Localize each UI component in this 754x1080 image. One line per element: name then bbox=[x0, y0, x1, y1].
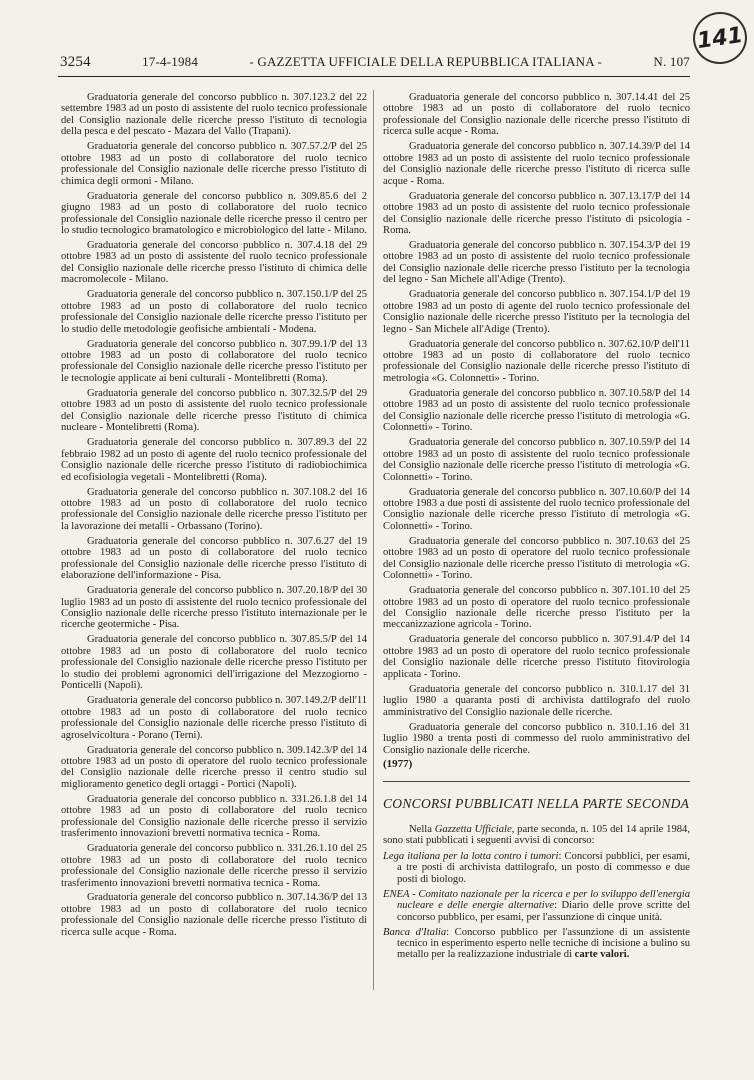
graduatoria-entry: Graduatoria generale del concorso pubblico n. 307.10.58/P del 14 ottobre 1983 ad un posto di assistente del ruolo tecnico professionale del Consiglio nazionale delle ricerche presso l'istituto di metrologia «G. Colonnetti» - Torino. bbox=[383, 387, 690, 434]
notice-organization: Banca d'Italia bbox=[383, 926, 447, 938]
graduatoria-entry: Graduatoria generale del concorso pubblico n. 307.13.17/P del 14 ottobre 1983 ad un posto di assistente del ruolo tecnico professionale del Consiglio nazionale delle ricerche presso l'istituto di psicologia - Roma. bbox=[383, 190, 690, 236]
header-date: 17-4-1984 bbox=[142, 54, 199, 69]
section-items bbox=[383, 851, 690, 961]
graduatoria-entry: Graduatoria generale del concorso pubblico n. 310.1.17 del 31 luglio 1980 a quaranta posti di archivista dattilografo del ruolo amministrativo del Consiglio nazionale delle ricerche. bbox=[383, 683, 690, 718]
graduatoria-entry: Graduatoria generale del concorso pubblico n. 307.62.10/P dell'11 ottobre 1983 ad un posto di collaboratore del ruolo tecnico professionale del Consiglio nazionale delle ricerche presso l'istituto di metrologia «G. Colonnetti» - Torino. bbox=[383, 338, 690, 384]
graduatoria-entry: Graduatoria generale del concorso pubblico n. 307.89.3 del 22 febbraio 1982 ad un posto di agente del ruolo tecnico professionale del Consiglio nazionale delle ricerche presso l'istituto di radiobiochimica ed ecofisiologia vegetali - Montelibretti (Roma). bbox=[61, 437, 367, 483]
section-intro bbox=[383, 824, 690, 847]
graduatoria-entry: Graduatoria generale del concorso pubblico n. 307.10.63 del 25 ottobre 1983 ad un posto di operatore del ruolo tecnico professionale del Consiglio nazionale delle ricerche presso l'istituto di metrologia «G. Colonnetti» - Torino. bbox=[383, 535, 690, 582]
right-entries bbox=[383, 92, 690, 756]
notice-text: : Concorsi pubblici, per esami, a tre posti di archivista dattilografo, un posto di commesso e due posti di biologo. bbox=[397, 850, 691, 885]
notice-organization: Lega italiana per la lotta contro i tumori bbox=[383, 850, 559, 862]
notice-organization: ENEA - Comitato nazionale per la ricerca e per lo sviluppo dell'energia nucleare e delle energie alternative bbox=[383, 888, 690, 912]
notice-text: : Diario delle prove scritte del concorso pubblico, per esami, per l'assunzione di cinque unità. bbox=[397, 900, 690, 923]
right-column bbox=[383, 92, 690, 964]
concorso-notice bbox=[383, 927, 690, 961]
graduatoria-entry: Graduatoria generale del concorso pubblico n. 307.154.1/P del 19 ottobre 1983 ad un posto di agente del ruolo tecnico professionale del Consiglio nazionale delle ricerche presso l'istituto per la tecnologia del legno - San Michele all'Adige (Trento). bbox=[383, 289, 690, 335]
intro-gazette-name: Gazzetta Ufficiale bbox=[434, 823, 512, 835]
section-rule bbox=[383, 781, 690, 782]
graduatoria-entry: Graduatoria generale del concorso pubblico n. 307.101.10 del 25 ottobre 1983 ad un posto di operatore del ruolo tecnico professionale del Consiglio nazionale delle ricerche presso l'istituto per la meccanizzazione agricola - Torino. bbox=[383, 585, 690, 631]
graduatoria-entry: Graduatoria generale del concorso pubblico n. 307.154.3/P del 19 ottobre 1983 ad un posto di assistente del ruolo tecnico professionale del Consiglio nazionale delle ricerche presso l'istituto per la tecnologia del legno - San Michele all'Adige (Trento). bbox=[383, 239, 690, 286]
graduatoria-entry: Graduatoria generale del concorso pubblico n. 307.91.4/P del 14 ottobre 1983 ad un posto di operatore del ruolo tecnico professionale del Consiglio nazionale delle ricerche presso l'istituto fitovirologia applicata - Torino. bbox=[383, 634, 690, 680]
graduatoria-entry: Graduatoria generale del concorso pubblico n. 307.99.1/P del 13 ottobre 1983 ad un posto di collaboratore del ruolo tecnico professionale del Consiglio nazionale delle ricerche presso l'istituto per le tecnologie applicate ai beni culturali - Montelibretti (Roma). bbox=[61, 338, 367, 384]
handwritten-page-stamp: 141 bbox=[690, 8, 751, 67]
column-divider bbox=[373, 90, 374, 990]
graduatoria-entry: Graduatoria generale del concorso pubblico n. 307.10.59/P del 14 ottobre 1983 ad un posto di assistente del ruolo tecnico professionale del Consiglio nazionale delle ricerche presso l'istituto di metrologia «G. Colonnetti» - Torino. bbox=[383, 437, 690, 483]
header-rule bbox=[58, 76, 690, 77]
graduatoria-entry: Graduatoria generale del concorso pubblico n. 307.150.1/P del 25 ottobre 1983 ad un posto di collaboratore del ruolo tecnico professionale del Consiglio nazionale delle ricerche presso l'istituto per lo studio delle metodologie geofisiche ambientali - Modena. bbox=[61, 289, 367, 335]
notice-bold-tail: carte valori. bbox=[574, 949, 630, 961]
left-column bbox=[61, 92, 367, 942]
page-number: 3254 bbox=[60, 54, 91, 70]
header-issue: N. 107 bbox=[653, 54, 690, 69]
graduatoria-entry: Graduatoria generale del concorso pubblico n. 307.57.2/P del 25 ottobre 1983 ad un posto di collaboratore del ruolo tecnico professionale del Consiglio nazionale delle ricerche presso l'istituto di chimica degli ormoni - Milano. bbox=[61, 141, 367, 187]
graduatoria-entry: Graduatoria generale del concorso pubblico n. 307.108.2 del 16 ottobre 1983 ad un posto di collaboratore del ruolo tecnico professionale del Consiglio nazionale delle ricerche presso l'istituto per la lavorazione dei metalli - Orbassano (Torino). bbox=[61, 486, 367, 532]
graduatoria-entry: Graduatoria generale del concorso pubblico n. 310.1.16 del 31 luglio 1980 a trenta posti di commesso del ruolo amministrativo del Consiglio nazionale delle ricerche. bbox=[383, 721, 690, 756]
graduatoria-entry: Graduatoria generale del concorso pubblico n. 331.26.1.10 del 25 ottobre 1983 ad un posto di collaboratore del ruolo tecnico professionale del Consiglio nazionale delle ricerche presso il servizio trasferimento innovazioni brevetti normativa tecnica - Roma. bbox=[61, 843, 367, 889]
graduatoria-entry: Graduatoria generale del concorso pubblico n. 307.4.18 del 29 ottobre 1983 ad un posto di assistente del ruolo tecnico professionale del Consiglio nazionale delle ricerche presso l'istituto di chimica delle macromolecole - Milano. bbox=[61, 239, 367, 286]
intro-text: Nella bbox=[409, 823, 435, 835]
graduatoria-entry: Graduatoria generale del concorso pubblico n. 331.26.1.8 del 14 ottobre 1983 ad un posto di collaboratore del ruolo tecnico professionale del Consiglio nazionale delle ricerche presso il servizio trasferimento innovazioni brevetti normativa tecnica - Roma. bbox=[61, 793, 367, 840]
intro-text: , parte seconda, n. 105 del 14 aprile 1984, sono stati pubblicati i seguenti avvisi di concorso: bbox=[383, 823, 691, 847]
header-publication: - GAZZETTA UFFICIALE DELLA REPUBBLICA ITALIANA - bbox=[249, 54, 603, 69]
graduatoria-entry: Graduatoria generale del concorso pubblico n. 307.149.2/P dell'11 ottobre 1983 ad un posto di collaboratore del ruolo tecnico professionale del Consiglio nazionale delle ricerche presso l'istituto di agroselvicoltura - Porano (Terni). bbox=[61, 695, 368, 741]
graduatoria-entry: Graduatoria generale del concorso pubblico n. 307.32.5/P del 29 ottobre 1983 ad un posto di assistente del ruolo tecnico professionale del Consiglio nazionale delle ricerche presso l'istituto di chimica nucleare - Montelibretti (Roma). bbox=[61, 387, 367, 434]
document-code: (1977) bbox=[383, 758, 413, 771]
graduatoria-entry: Graduatoria generale del concorso pubblico n. 309.85.6 del 2 giugno 1983 ad un posto di collaboratore del ruolo tecnico professionale del Consiglio nazionale delle ricerche presso il centro per lo studio tecnologico bramatologico e microbiologico del latte - Milano. bbox=[61, 190, 367, 236]
concorso-notice bbox=[383, 889, 690, 923]
graduatoria-entry: Graduatoria generale del concorso pubblico n. 307.123.2 del 22 settembre 1983 ad un posto di assistente del ruolo tecnico professionale del Consiglio nazionale delle ricerche presso l'istituto di tecnologia della pesca e del pescato - Mazara del Vallo (Trapani). bbox=[61, 92, 367, 138]
graduatoria-entry: Graduatoria generale del concorso pubblico n. 307.20.18/P del 30 luglio 1983 ad un posto di assistente del ruolo tecnico professionale del Consiglio nazionale delle ricerche presso l'istituto internazionale per le ricerche geotermiche - Pisa. bbox=[61, 585, 367, 631]
graduatoria-entry: Graduatoria generale del concorso pubblico n. 309.142.3/P del 14 ottobre 1983 ad un posto di operatore del ruolo tecnico professionale del Consiglio nazionale delle ricerche presso il centro studio sul miglioramento genetico degli ortaggi - Portici (Napoli). bbox=[61, 744, 367, 790]
graduatoria-entry: Graduatoria generale del concorso pubblico n. 307.10.60/P del 14 ottobre 1983 a due posti di assistente del ruolo tecnico professionale del Consiglio nazionale delle ricerche presso l'istituto di metrologia «G. Colonnetti» - Torino. bbox=[383, 486, 690, 532]
concorso-notice bbox=[383, 851, 690, 885]
notice-text: : Concorso pubblico per l'assunzione di un assistente tecnico in esperimento esperto nelle tecniche di incisione a bulino su metallo per la realizzazione industriale di bbox=[397, 926, 690, 961]
graduatoria-entry: Graduatoria generale del concorso pubblico n. 307.14.39/P del 14 ottobre 1983 ad un posto di assistente del ruolo tecnico professionale del Consiglio nazionale delle ricerche presso l'istituto di ricerca sulle acque - Roma. bbox=[383, 141, 690, 187]
graduatoria-entry: Graduatoria generale del concorso pubblico n. 307.85.5/P del 14 ottobre 1983 ad un posto di collaboratore del ruolo tecnico professionale del Consiglio nazionale delle ricerche presso l'istituto per lo studio dei problemi agronomici dell'irrigazione del Mezzogiorno - Ponticelli (Napoli). bbox=[61, 634, 367, 692]
graduatoria-entry: Graduatoria generale del concorso pubblico n. 307.6.27 del 19 ottobre 1983 ad un posto di collaboratore del ruolo tecnico professionale del Consiglio nazionale delle ricerche presso l'istituto di elaborazione dell'informazione - Pisa. bbox=[61, 535, 367, 582]
graduatoria-entry: Graduatoria generale del concorso pubblico n. 307.14.41 del 25 ottobre 1983 ad un posto di collaboratore del ruolo tecnico professionale del Consiglio nazionale delle ricerche presso l'istituto di ricerca sulle acque - Roma. bbox=[383, 92, 690, 138]
section-title: CONCORSI PUBBLICATI NELLA PARTE SECONDA bbox=[383, 795, 690, 811]
graduatoria-entry: Graduatoria generale del concorso pubblico n. 307.14.36/P del 13 ottobre 1983 ad un posto di collaboratore del ruolo tecnico professionale del Consiglio nazionale delle ricerche presso l'istituto di ricerca sulle acque - Roma. bbox=[61, 892, 367, 938]
page-header bbox=[60, 54, 690, 74]
